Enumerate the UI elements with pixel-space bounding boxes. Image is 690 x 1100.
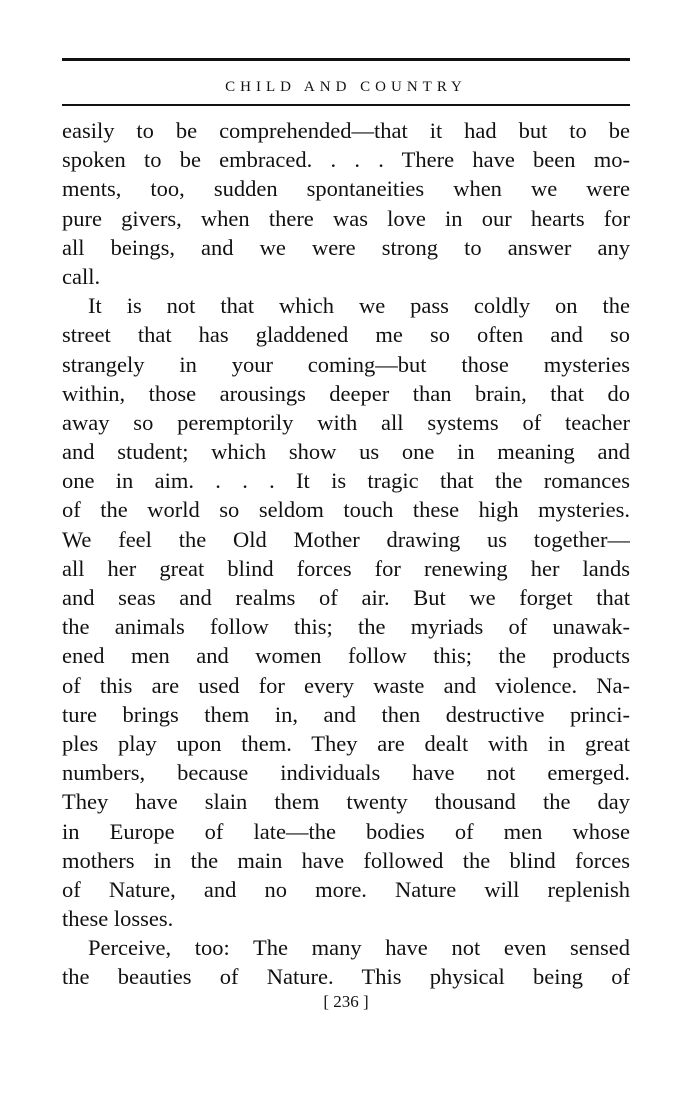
text-line: these losses. [62,906,174,932]
text-line: ples play upon them. They are dealt with in great [62,730,630,756]
text-line: in Europe of late—the bodies of men whose [62,818,630,844]
text-line: street that has gladdened me so often and so [62,322,630,348]
text-line: of this are used for every waste and violence. Na- [62,672,630,698]
text-line: mothers in the main have followed the blind forces [62,847,630,873]
text-line: numbers, because individuals have not emerged. [62,760,630,786]
text-line: away so peremptorily with all systems of teacher [62,409,630,435]
running-head: CHILD AND COUNTRY [225,79,467,95]
page-number: [ 236 ] [323,991,369,1011]
text-line: all beings, and we were strong to answer any [62,234,630,260]
text-line: It is not that which we pass coldly on the [88,293,630,319]
text-line: all her great blind forces for renewing her lands [62,555,630,581]
text-line: spoken to be embraced. . . . There have been mo- [62,147,630,173]
text-line: We feel the Old Mother drawing us together— [62,526,630,552]
text-line: and seas and realms of air. But we forget that [62,585,630,610]
text-line: pure givers, when there was love in our hearts for [62,205,630,231]
text-line: Perceive, too: The many have not even sensed [88,935,630,961]
text-line: within, those arousings deeper than brain, that do [62,380,630,406]
text-line: and student; which show us one in meaning and [62,439,630,465]
text-line: the animals follow this; the myriads of unawak- [62,614,630,640]
book-page [62,58,630,1012]
text-line: the beauties of Nature. This physical being of [62,964,630,990]
text-line: ture brings them in, and then destructive princi- [62,701,630,727]
body-text [62,116,630,992]
header-rule-bottom [62,104,630,106]
text-line: ened men and women follow this; the products [62,643,630,669]
text-line: easily to be comprehended—that it had but to be [62,118,630,143]
text-line: one in aim. . . . It is tragic that the romances [62,468,630,494]
text-line: of Nature, and no more. Nature will replenish [62,876,630,902]
text-line: strangely in your coming—but those mysteries [62,351,630,377]
text-line: They have slain them twenty thousand the day [62,789,630,815]
text-line: call. [62,263,101,289]
text-line: of the world so seldom touch these high mysteries. [62,497,630,523]
text-line: ments, too, sudden spontaneities when we were [62,176,630,202]
